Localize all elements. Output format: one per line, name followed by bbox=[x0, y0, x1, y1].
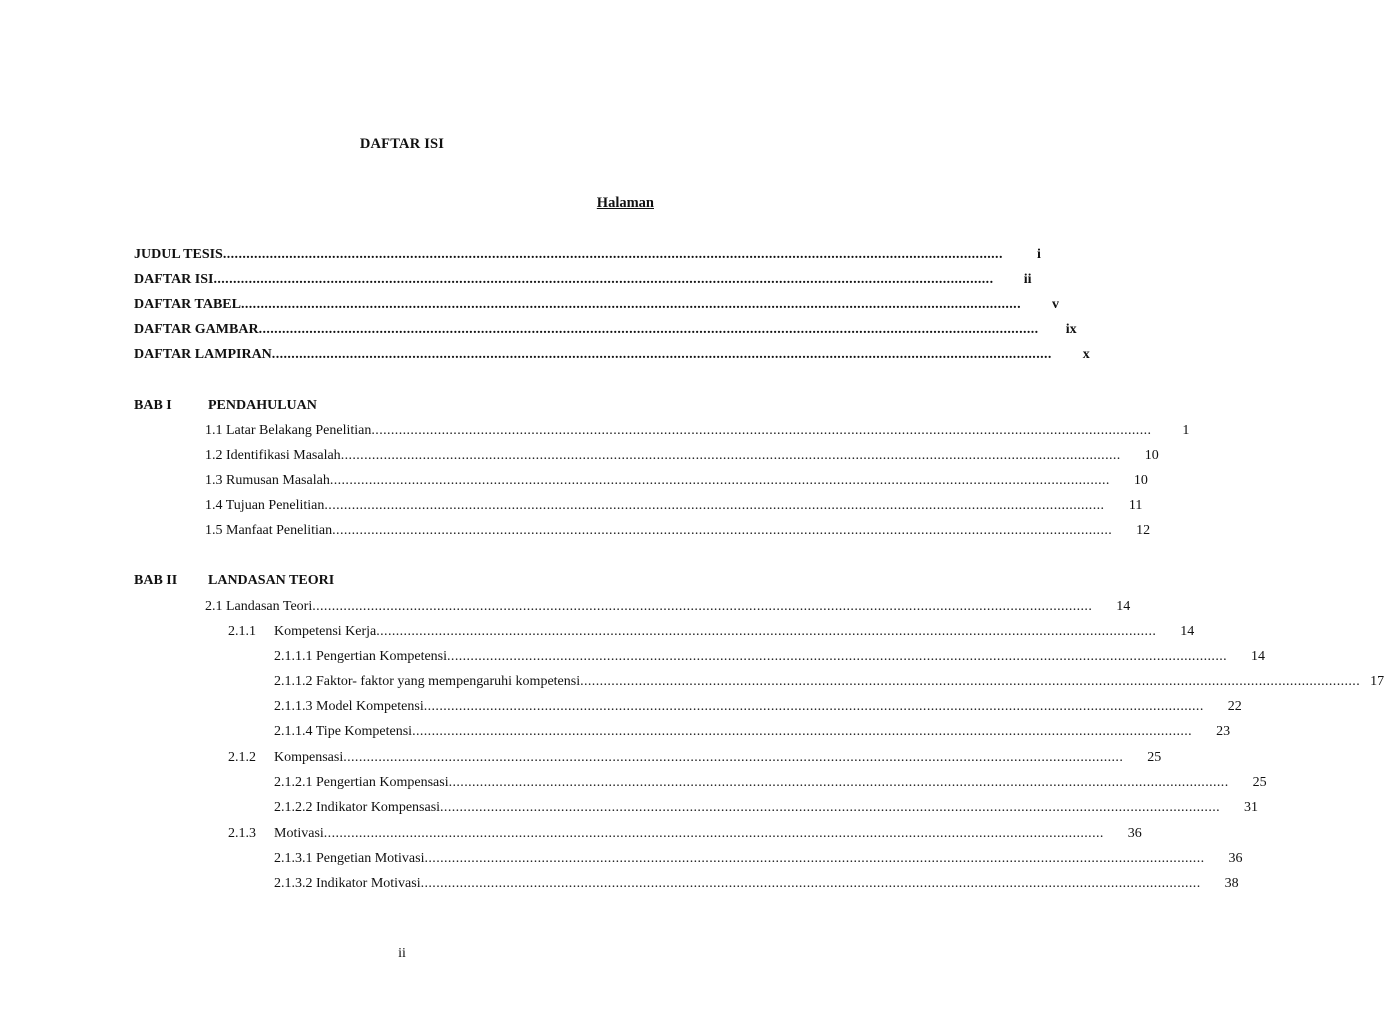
toc-entry-page: 12 bbox=[1136, 523, 1151, 538]
toc-entry-page: x bbox=[1082, 347, 1090, 362]
leader-dots: ........................................................................................................................................................................................................ bbox=[312, 599, 1093, 614]
toc-entry-label: Kompensasi bbox=[274, 750, 344, 765]
toc-entry-label: 2.1 Landasan Teori bbox=[205, 599, 313, 614]
toc-entry-page: 14 bbox=[1251, 649, 1266, 664]
chapter-title: PENDAHULUAN bbox=[208, 398, 317, 413]
leader-dots: ........................................................................................................................................................................................................ bbox=[258, 322, 1039, 337]
toc-entry bbox=[228, 622, 1195, 642]
leader-dots: ........................................................................................................................................................................................................ bbox=[371, 423, 1152, 438]
toc-entry bbox=[205, 521, 1151, 541]
toc-entry-label: 2.1.1.1 Pengertian Kompetensi bbox=[274, 649, 448, 664]
toc-entry-page: 1 bbox=[1182, 423, 1190, 438]
toc-entry-page: 14 bbox=[1180, 624, 1195, 639]
toc-entry-page: 11 bbox=[1128, 498, 1143, 513]
toc-entry bbox=[134, 295, 1059, 315]
chapter-heading bbox=[134, 571, 334, 591]
section-number: 2.1.2 bbox=[228, 750, 256, 765]
toc-entry bbox=[205, 496, 1143, 516]
toc-entry-page: 31 bbox=[1244, 800, 1259, 815]
toc-entry-page: 10 bbox=[1144, 448, 1159, 463]
toc-entry-label: 2.1.1.3 Model Kompetensi bbox=[274, 699, 424, 714]
toc-entry-label: 2.1.1.4 Tipe Kompetensi bbox=[274, 724, 413, 739]
footer-page-number: ii bbox=[398, 946, 406, 961]
toc-entry-label: 2.1.2.1 Pengertian Kompensasi bbox=[274, 775, 449, 790]
leader-dots: ........................................................................................................................................................................................................ bbox=[580, 674, 1361, 689]
toc-entry-label: 2.1.2.2 Indikator Kompensasi bbox=[274, 800, 441, 815]
leader-dots: ........................................................................................................................................................................................................ bbox=[323, 826, 1104, 841]
toc-entry-page: 22 bbox=[1227, 699, 1242, 714]
section-number: 2.1.3 bbox=[228, 826, 256, 841]
toc-entry bbox=[134, 320, 1077, 340]
toc-entry bbox=[274, 697, 1242, 717]
leader-dots: ........................................................................................................................................................................................................ bbox=[447, 649, 1228, 664]
halaman-header: Halaman bbox=[596, 195, 654, 211]
toc-entry-label: Kompetensi Kerja bbox=[274, 624, 377, 639]
toc-entry-label: DAFTAR TABEL bbox=[134, 297, 241, 312]
toc-entry-label: 1.1 Latar Belakang Penelitian bbox=[205, 423, 372, 438]
toc-entry-label: 1.3 Rumusan Masalah bbox=[205, 473, 330, 488]
toc-entry-page: 23 bbox=[1216, 724, 1231, 739]
leader-dots: ........................................................................................................................................................................................................ bbox=[332, 523, 1113, 538]
toc-entry bbox=[205, 421, 1190, 441]
section-number: 2.1.1 bbox=[228, 624, 256, 639]
toc-entry bbox=[205, 597, 1131, 617]
leader-dots: ........................................................................................................................................................................................................ bbox=[424, 851, 1205, 866]
toc-entry bbox=[274, 773, 1267, 793]
leader-dots: ........................................................................................................................................................................................................ bbox=[222, 247, 1003, 262]
leader-dots: ........................................................................................................................................................................................................ bbox=[324, 498, 1105, 513]
toc-entry-page: 25 bbox=[1252, 775, 1267, 790]
toc-entry-page: ix bbox=[1065, 322, 1077, 337]
toc-entry bbox=[274, 647, 1266, 667]
page-title: DAFTAR ISI bbox=[359, 136, 445, 152]
leader-dots: ........................................................................................................................................................................................................ bbox=[440, 800, 1221, 815]
toc-entry-page: 38 bbox=[1224, 876, 1239, 891]
chapter-title: LANDASAN TEORI bbox=[208, 573, 335, 588]
toc-entry-page: i bbox=[1036, 247, 1041, 262]
toc-entry-label: DAFTAR GAMBAR bbox=[134, 322, 259, 337]
toc-entry-page: 14 bbox=[1116, 599, 1131, 614]
toc-entry bbox=[228, 748, 1162, 768]
toc-entry-page: 17 bbox=[1370, 674, 1384, 689]
toc-entry-page: 10 bbox=[1133, 473, 1148, 488]
toc-entry-page: 36 bbox=[1127, 826, 1142, 841]
toc-entry bbox=[274, 722, 1231, 742]
toc-entry bbox=[134, 345, 1090, 365]
leader-dots: ........................................................................................................................................................................................................ bbox=[420, 876, 1201, 891]
toc-entry bbox=[134, 245, 1041, 265]
toc-entry-page: ii bbox=[1023, 272, 1032, 287]
toc-entry-label: 1.2 Identifikasi Masalah bbox=[205, 448, 341, 463]
toc-entry bbox=[274, 874, 1239, 894]
toc-entry-label: Motivasi bbox=[274, 826, 324, 841]
toc-entry bbox=[205, 446, 1159, 466]
toc-entry bbox=[134, 270, 1032, 290]
leader-dots: ........................................................................................................................................................................................................ bbox=[343, 750, 1124, 765]
toc-entry bbox=[274, 798, 1259, 818]
leader-dots: ........................................................................................................................................................................................................ bbox=[213, 272, 994, 287]
leader-dots: ........................................................................................................................................................................................................ bbox=[412, 724, 1193, 739]
leader-dots: ........................................................................................................................................................................................................ bbox=[271, 347, 1052, 362]
toc-entry bbox=[228, 824, 1142, 844]
chapter-number: BAB II bbox=[134, 573, 178, 588]
toc-entry bbox=[274, 849, 1243, 869]
toc-entry-label: DAFTAR ISI bbox=[134, 272, 214, 287]
chapter-heading bbox=[134, 396, 317, 416]
toc-entry-label: 1.4 Tujuan Penelitian bbox=[205, 498, 325, 513]
toc-entry-label: 2.1.1.2 Faktor- faktor yang mempengaruhi kompetensi bbox=[274, 674, 581, 689]
leader-dots: ........................................................................................................................................................................................................ bbox=[448, 775, 1229, 790]
toc-entry-page: 36 bbox=[1228, 851, 1243, 866]
leader-dots: ........................................................................................................................................................................................................ bbox=[376, 624, 1157, 639]
toc-entry-label: 2.1.3.1 Pengetian Motivasi bbox=[274, 851, 425, 866]
toc-entry-label: 2.1.3.2 Indikator Motivasi bbox=[274, 876, 421, 891]
leader-dots: ........................................................................................................................................................................................................ bbox=[423, 699, 1204, 714]
toc-entry-page: v bbox=[1051, 297, 1059, 312]
chapter-number: BAB I bbox=[134, 398, 172, 413]
toc-entry bbox=[205, 471, 1148, 491]
toc-entry bbox=[274, 672, 1384, 692]
leader-dots: ........................................................................................................................................................................................................ bbox=[240, 297, 1021, 312]
toc-entry-label: 1.5 Manfaat Penelitian bbox=[205, 523, 333, 538]
toc-entry-page: 25 bbox=[1147, 750, 1162, 765]
leader-dots: ........................................................................................................................................................................................................ bbox=[340, 448, 1121, 463]
leader-dots: ........................................................................................................................................................................................................ bbox=[329, 473, 1110, 488]
toc-entry-label: DAFTAR LAMPIRAN bbox=[134, 347, 272, 362]
toc-entry-label: JUDUL TESIS bbox=[134, 247, 223, 262]
